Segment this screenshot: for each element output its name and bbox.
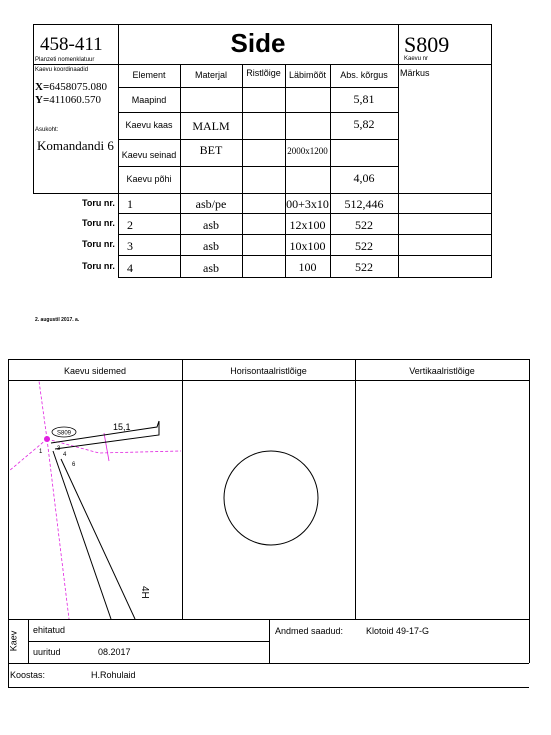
rule	[118, 213, 491, 214]
coord-x	[35, 81, 107, 93]
pipe-no: 1	[127, 197, 133, 211]
plan-label: Planzeti nomenklatuur	[35, 57, 95, 63]
rule	[33, 64, 491, 65]
compiled-value: H.Rohulaid	[91, 670, 136, 680]
plan-number: 458-411	[40, 34, 103, 55]
road-label: 4H	[139, 586, 150, 599]
row-element: Kaevu kaas	[125, 120, 173, 130]
well-marker	[44, 436, 50, 442]
distance-label: 15,1	[113, 422, 131, 432]
data-source-label: Andmed saadud:	[275, 626, 344, 636]
side-label: Kaev	[8, 630, 19, 652]
page-title: Side	[230, 28, 286, 58]
pipe-height: 512,446	[344, 197, 384, 211]
surveyed-value: 08.2017	[98, 647, 131, 657]
well-label: Kaevu nr	[404, 56, 429, 62]
rule	[118, 112, 398, 113]
rule	[529, 359, 530, 663]
row-height: 5,81	[353, 92, 375, 106]
pipe-number: 3	[57, 446, 61, 452]
pipe-material: asb	[203, 218, 219, 232]
built-label: ehitatud	[33, 625, 66, 635]
rule	[33, 24, 491, 25]
coord-y-label: Y=	[35, 94, 50, 106]
rule	[8, 687, 529, 688]
pipe-label: Toru nr.	[82, 198, 115, 208]
rule	[118, 234, 491, 235]
col-header-element: Element	[132, 70, 166, 80]
rule	[8, 663, 529, 664]
pipe-height: 522	[355, 239, 373, 253]
rule	[118, 277, 491, 278]
data-source-value: Klotoid 49-17-G	[366, 626, 430, 636]
pipe-label: Toru nr.	[82, 239, 115, 249]
pipe-diameter: 12x100	[289, 218, 326, 232]
col-header-material: Materjal	[194, 70, 227, 80]
coord-y	[35, 94, 101, 106]
pipe-number: 4	[63, 452, 67, 458]
address-value: Komandandi 6	[37, 138, 114, 153]
rule	[491, 24, 492, 278]
rule	[398, 24, 399, 278]
pipe-label: Toru nr.	[82, 261, 115, 271]
coord-x-label: X=	[35, 81, 50, 93]
connections-sketch	[9, 381, 182, 619]
rule	[118, 166, 398, 167]
pipe-height: 522	[355, 260, 373, 274]
pipe-material: asb	[203, 261, 219, 275]
coords-label: Kaevu koordinaadid	[35, 67, 89, 73]
pipe-diameter: 10x100	[289, 239, 326, 253]
row-diameter: 2000x1200	[287, 146, 328, 156]
pipe-no: 2	[127, 218, 133, 232]
row-element: Kaevu seinad	[121, 150, 177, 160]
document-date: 2. augustil 2017. a.	[35, 317, 80, 323]
row-height: 4,06	[353, 171, 375, 185]
pipe-diameter: 00+3x10	[286, 197, 329, 211]
row-material: MALM	[192, 119, 230, 133]
compiled-label: Koostas:	[10, 670, 46, 680]
rule	[242, 64, 243, 278]
rule	[118, 255, 491, 256]
pipe-no: 3	[127, 239, 133, 253]
rule	[8, 359, 529, 360]
col-header-height: Abs. kõrgus	[340, 70, 388, 80]
pipe-height: 522	[355, 218, 373, 232]
horizontal-section-drawing	[183, 381, 355, 619]
pipe-label: Toru nr.	[82, 218, 115, 228]
col-header-section: Ristlõige	[246, 68, 281, 78]
well-circle	[224, 451, 318, 545]
coord-x-value: 6458075.080	[49, 81, 107, 93]
address-label: Asukoht:	[35, 127, 59, 133]
section-vertical: Vertikaalristlõige	[409, 366, 475, 376]
rule	[118, 87, 398, 88]
pipe-number: 6	[72, 462, 76, 468]
dimension-lines	[9, 381, 181, 619]
rule	[33, 24, 34, 194]
pipe-material: asb	[203, 239, 219, 253]
rule	[28, 641, 269, 642]
row-material: BET	[199, 143, 223, 157]
row-element: Maapind	[131, 95, 167, 105]
section-connections: Kaevu sidemed	[63, 366, 127, 376]
row-element: Kaevu põhi	[126, 174, 172, 184]
section-horizontal: Horisontaalristlõige	[230, 366, 307, 376]
pipe-material: asb/pe	[195, 197, 227, 211]
pipe-number: 1	[39, 449, 43, 455]
rule	[355, 359, 356, 619]
well-id: S809	[404, 32, 450, 57]
rule	[269, 619, 270, 663]
well-tag: S809	[56, 430, 72, 437]
coord-y-value: 411060.570	[49, 94, 102, 106]
pipe-no: 4	[127, 261, 133, 275]
surveyed-label: uuritud	[33, 647, 61, 657]
row-height: 5,82	[353, 117, 375, 131]
rule	[33, 193, 491, 194]
col-header-diameter: Läbimõõt	[288, 70, 327, 80]
col-header-note: Märkus	[400, 68, 430, 78]
rule	[118, 139, 398, 140]
pipe-diameter: 100	[298, 260, 317, 274]
